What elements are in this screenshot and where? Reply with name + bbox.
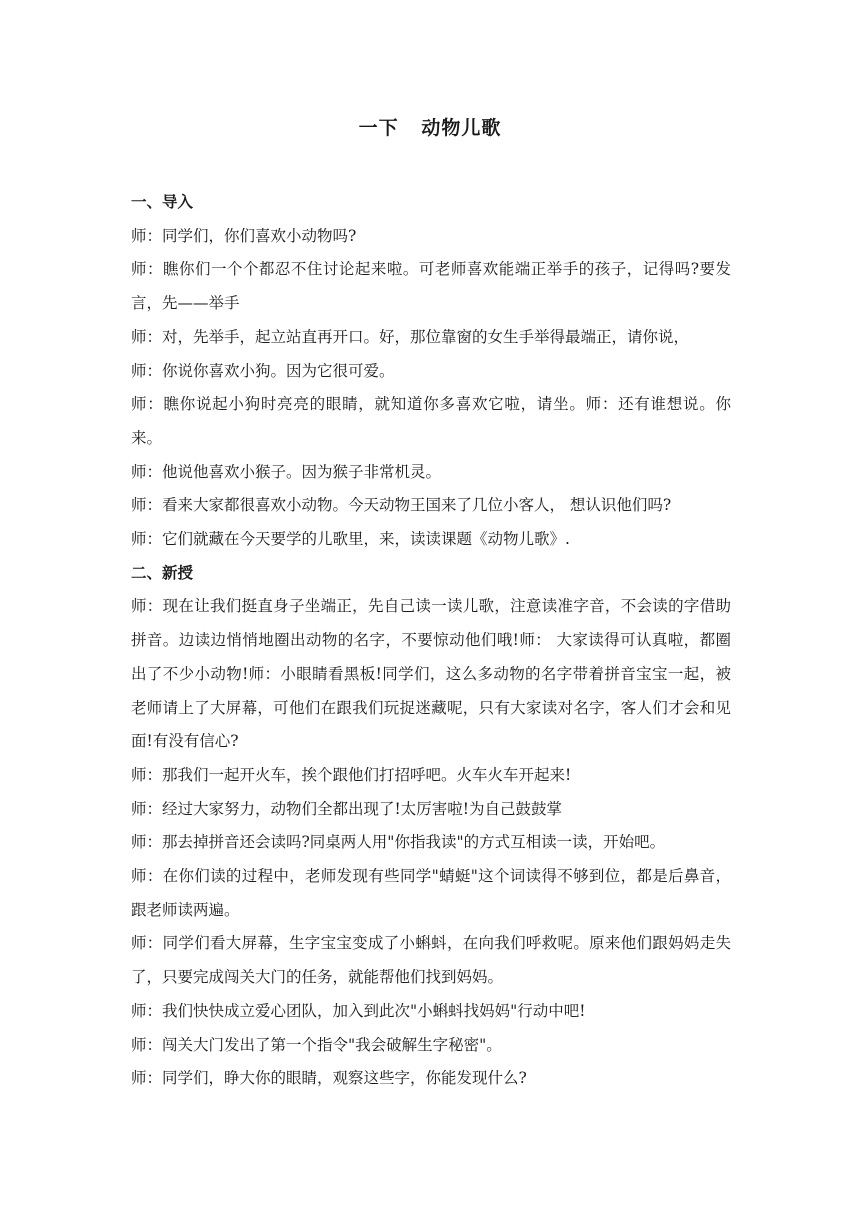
paragraph: 师：你说你喜欢小狗。因为它很可爱。	[131, 361, 395, 380]
paragraph: 师：同学们，睁大你的眼睛，观察这些字，你能发现什么?	[131, 1069, 527, 1088]
document-title: 一下 动物儿歌	[358, 117, 502, 139]
paragraph: 师：它们就藏在今天要学的儿歌里，来，读读课题《动物儿歌》.	[131, 530, 570, 549]
paragraph: 师：我们快快成立爱心团队，加入到此次"小蝌蚪找妈妈"行动中吧!	[131, 1001, 586, 1020]
paragraph: 师：经过大家努力，动物们全都出现了!太厉害啦!为自己鼓鼓掌	[131, 799, 562, 818]
paragraph: 师：那我们一起开火车，挨个跟他们打招呼吧。火车火车开起来!	[131, 765, 572, 784]
paragraph: 师：同学们，你们喜欢小动物吗?	[131, 226, 357, 245]
paragraph: 师：瞧你们一个个都忍不住讨论起来啦。可老师喜欢能端正举手的孩子，记得吗?要发言，先——举手	[131, 260, 731, 313]
paragraph: 师：他说他喜欢小猴子。因为猴子非常机灵。	[131, 462, 442, 481]
document-body	[131, 186, 731, 1096]
paragraph: 师：瞧你说起小狗时亮亮的眼睛，就知道你多喜欢它啦，请坐。师：还有谁想说。你来。	[131, 395, 731, 447]
section-new-lesson	[131, 557, 731, 1096]
paragraph: 师：对，先举手，起立站直再开口。好，那位靠窗的女生手举得最端正，请你说，	[131, 327, 690, 346]
paragraph: 师：闯关大门发出了第一个指令"我会破解生字秘密"。	[131, 1035, 502, 1054]
paragraph: 师：同学们看大屏幕，生字宝宝变成了小蝌蚪，在向我们呼救呢。原来他们跟妈妈走失了，只要完成闯关大门的任务，就能帮他们找到妈妈。	[131, 934, 731, 987]
section-heading: 二、新授	[131, 563, 194, 582]
paragraph: 师：那去掉拼音还会读吗?同桌两人用"你指我读"的方式互相读一读，开始吧。	[131, 833, 666, 852]
section-intro	[131, 186, 731, 557]
paragraph: 师：现在让我们挺直身子坐端正，先自己读一读儿歌，注意读准字音，不会读的字借助拼音。边读边悄悄地圈出动物的名字，不要惊动他们哦!师： 大家读得可认真啦，都圈出了不少小动物!师：小眼睛看黑板!同学们，这么多动物的名字带着拼音宝宝一起，被老师请上了大屏幕，可他们在跟我们玩捉迷藏呢，只有大家读对名字，客人们才会和见面!有没有信心?	[131, 597, 731, 751]
paragraph: 师：在你们读的过程中，老师发现有些同学"蜻蜓"这个词读得不够到位，都是后鼻音，跟老师读两遍。	[131, 867, 731, 919]
section-heading: 一、导入	[131, 193, 194, 211]
paragraph: 师：看来大家都很喜欢小动物。今天动物王国来了几位小客人， 想认识他们吗?	[131, 496, 672, 515]
